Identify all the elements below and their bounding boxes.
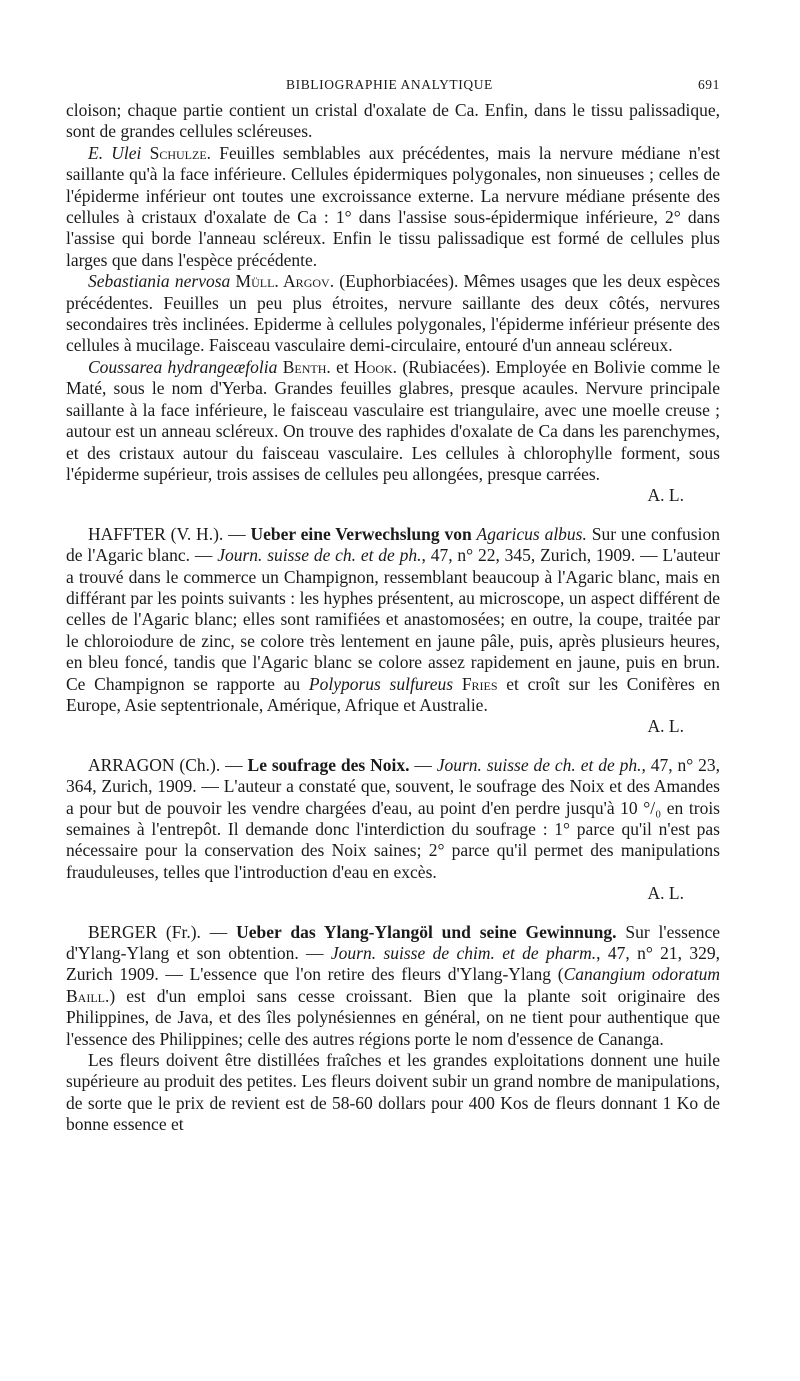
page-number: 691 [697,77,720,92]
species-name: E. Ulei [88,142,142,163]
running-header [66,74,720,100]
review-author: ARRAGON (Ch.). — [88,754,248,775]
review-title: Ueber das Ylang-Ylangöl und seine Gewinnung. [236,921,617,942]
entry-text: Feuilles semblables aux précédentes, mais la nervure médiane n'est saillante qu'à la face inférieure. Cellules épidermiques polygonales, non sinueuses ; celles de l'épiderme inférieur ont toutes une excroissance externe. La nervure médiane présente des cellules à cristaux d'oxalate de Ca : 1° dans l'assise sous-épidermique inférieure, 2° dans l'assise qui borde l'anneau scléreux. Enfin le tissu palissadique est formé de cellules plus larges que dans l'espèce précédente. [66,142,720,270]
conjunction: et [330,356,355,377]
review-title: Le soufrage des Noix. [247,754,410,775]
journal-name: Journ. suisse de ch. et de ph. [436,754,642,775]
species-author: Schulze. [149,142,212,163]
review-text: , 47, n° 21, 329, Zurich 1909. — L'essence que l'on retire des fleurs d'Ylang-Ylang ( [66,943,720,985]
review-body [66,922,720,1050]
species-name: Sebastiania nervosa [88,271,231,292]
species-name: Coussarea hydrangeæfolia [88,356,278,377]
review-text: Sur une confusion de l'Agaric blanc. — [66,523,720,566]
page [66,74,720,1136]
entry-e-ulei [66,143,720,271]
entry-text: (Euphorbiacées). Mêmes usages que les deux espèces précédentes. Feuilles un peu plus étroites, nervure saillante des deux côtés, nervures secondaires très inclinées. Epiderme à cellules polygonales, l'épiderme inférieur présente des cellules à mucilage. Faisceau vasculaire demi-circulaire, entouré d'un anneau scléreux. [66,271,721,356]
review-arragon [66,755,720,905]
review-text: , 47, n° 22, 345, Zurich, 1909. — L'auteur a trouvé dans le commerce un Champignon, ressemblant beaucoup à l'Agaric blanc, mais en différant par les points suivants : les hyphes présentent, au microscope, un aspect différent de celles de l'Agaric blanc; elles sont ramifiées et anastomosées; en outre, la coupe, traitée par le chloroiodure de zinc, se colore très lentement en jaune pâle, puis, après plusieurs heures, en bleu foncé, tandis que l'Agaric blanc se colore assez rapidement en jaune, puis en brun. Ce Champignon se rapporte au [66,545,721,694]
review-text: , 47, n° 23, 364, Zurich, 1909. — L'auteur a constaté que, souvent, le soufrage des Noix et des Amandes a pour but de pouvoir les vendre chargées d'eau, au point d'en perdre jusqu'à 10 °/₀ en trois semaines à l'entrepôt. Il demande donc l'interdiction du soufrage : 1° parce qu'il n'est pas nécessaire pour la conservation des Noix saines; 2° parce qu'il permet des manipulations frauduleuses, telles que l'introduction d'eau en excès. [66,754,721,882]
review-haffter [66,524,720,738]
review-text: et croît sur les Conifères en Europe, Asie septentrionale, Amérique, Afrique et Australie. [66,673,720,715]
review-title-italic: Agaricus albus. [476,523,587,544]
running-title: BIBLIOGRAPHIE ANALYTIQUE [286,77,493,92]
signature: A. L. [647,883,684,904]
species-name: Canangium odoratum [563,964,720,985]
entry-sebastiania [66,271,720,357]
review-berger [66,922,720,1136]
signature: A. L. [647,716,684,737]
review-continuation: Les fleurs doivent être distillées fraîches et les grandes exploitations donnent une huile supérieure au produit des petites. Les fleurs doivent subir un grand nombre de manipulations, de sorte que le prix de revient est de 58-60 dollars pour 400 Kos de fleurs donnant 1 Ko de bonne essence et [66,1050,720,1135]
species-name: Polyporus sulfureus [308,673,454,694]
species-author: Benth. [282,356,331,377]
entry-coussarea [66,357,720,485]
review-text: ) est d'un emploi sans cesse croissant. Bien que la plante soit originaire des Philippines, de Java, et des îles polynésiennes en général, on ne tient pour authentique que l'essence des Philippines; celle des autres régions porte le nom d'essence de Cananga. [66,985,720,1049]
species-author: Hook. [354,356,398,377]
review-body [66,524,720,717]
review-title: Ueber eine Verwechslung von [250,523,477,544]
review-author: BERGER (Fr.). — [88,921,237,942]
species-author: Baill. [66,985,110,1006]
entry-text: (Rubiacées). Employée en Bolivie comme le Maté, sous le nom d'Yerba. Grandes feuilles glabres, presque acaules. Nervure principale saillante à la face inférieure, le faisceau vasculaire est triangulaire, avec une moelle creuse ; autour est un anneau scléreux. On trouve des raphides d'oxalate de Ca dans les parenchymes, et des cristaux autour du faisceau vasculaire. Les cellules à chlorophylle forment, sous l'épiderme supérieur, trois assises de cellules peu allongées, presque carrées. [66,356,721,484]
review-text: Sur l'essence d'Ylang-Ylang et son obtention. — [66,921,721,964]
paragraph-continuation: cloison; chaque partie contient un cristal d'oxalate de Ca. Enfin, dans le tissu palissadique, sont de grandes cellules scléreuses. [66,100,720,142]
species-author: Fries [453,673,498,694]
journal-name: Journ. suisse de ch. et de ph. [217,545,422,566]
review-author: HAFFTER (V. H.). — [88,523,251,544]
species-author: Müll. Argov. [235,271,335,292]
signature: A. L. [647,485,684,506]
journal-name: Journ. suisse de chim. et de pharm. [330,943,597,964]
review-text: — [409,754,437,775]
review-body [66,755,720,883]
